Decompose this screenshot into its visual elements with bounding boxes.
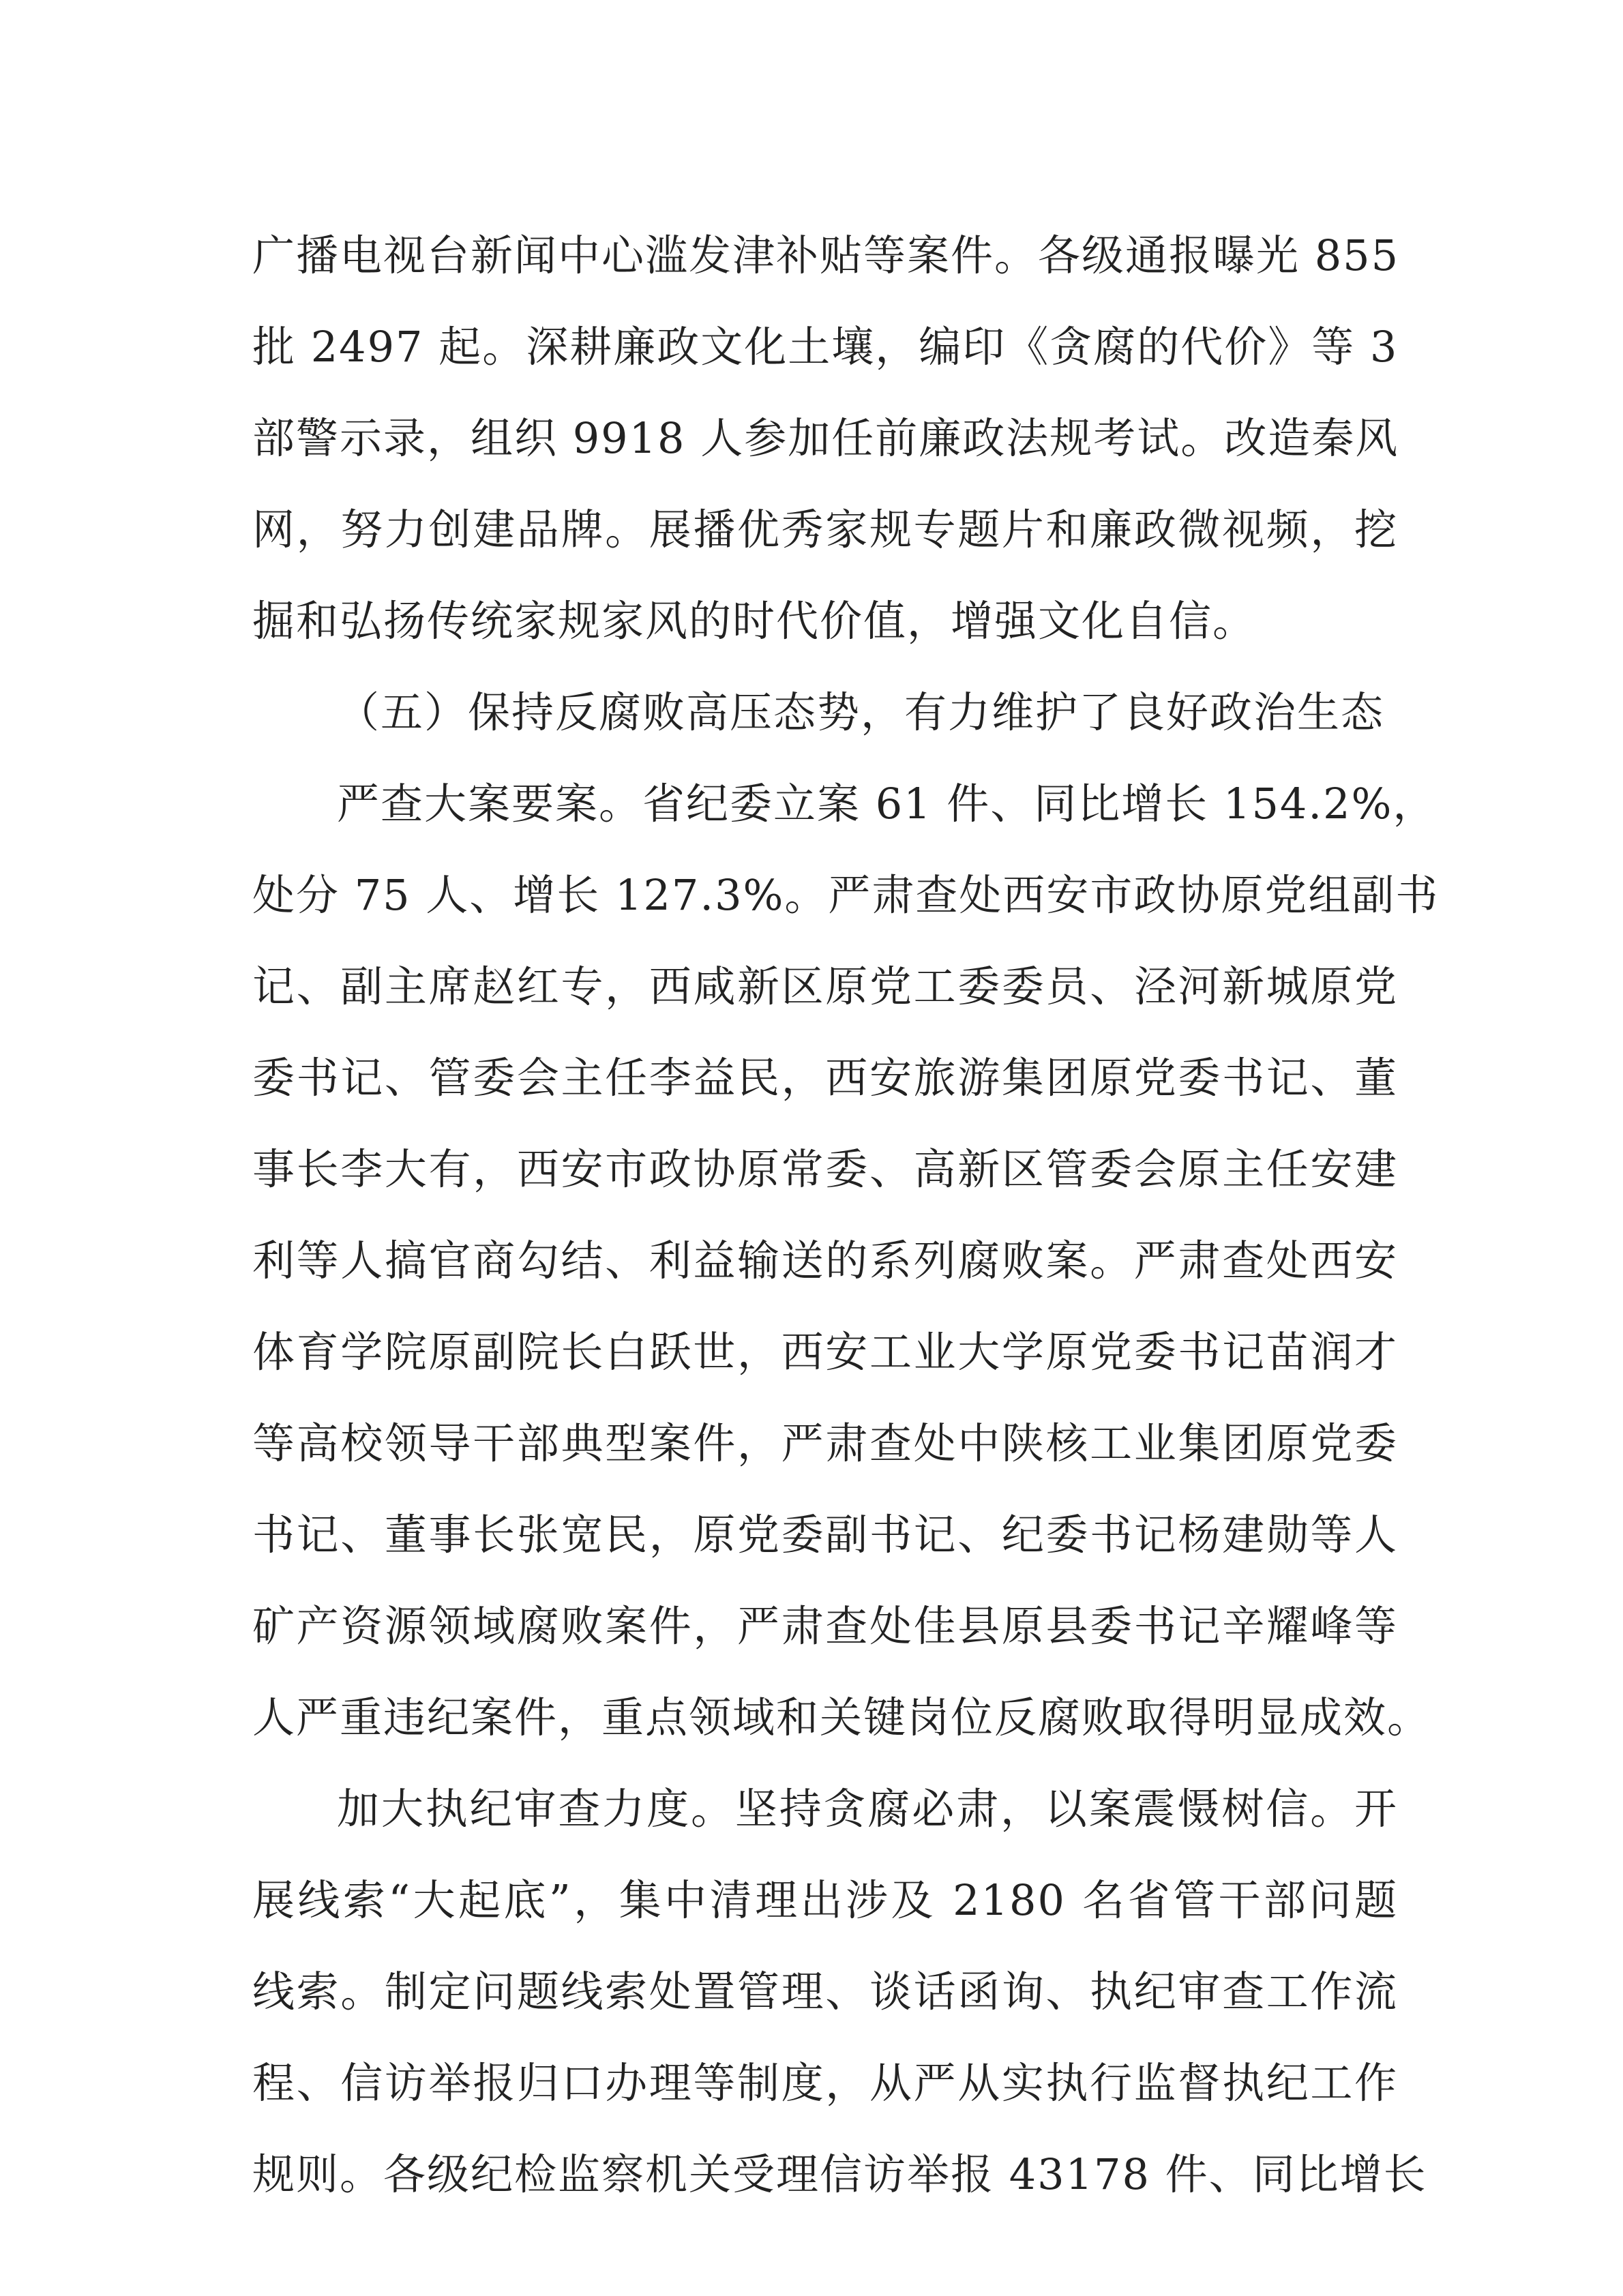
text-line: 利等人搞官商勾结、利益输送的系列腐败案。严肃查处西安 (252, 1236, 1398, 1285)
text-line: 人严重违纪案件，重点领域和关键岗位反腐败取得明显成效。 (252, 1693, 1431, 1742)
text-line: 严查大案要案。省纪委立案 61 件、同比增长 154.2%， (337, 779, 1437, 829)
text-line: 事长李大有，西安市政协原常委、高新区管委会原主任安建 (252, 1144, 1398, 1194)
text-line: 委书记、管委会主任李益民，西安旅游集团原党委书记、董 (252, 1053, 1398, 1103)
text-line: 部警示录，组织 9918 人参加任前廉政法规考试。改造秦风 (252, 413, 1399, 463)
text-line: 体育学院原副院长白跃世，西安工业大学原党委书记苗润才 (252, 1327, 1398, 1377)
body-text (252, 210, 1440, 2220)
text-line: 书记、董事长张宽民，原党委副书记、纪委书记杨建勋等人 (252, 1510, 1398, 1560)
text-line: 网，努力创建品牌。展播优秀家规专题片和廉政微视频，挖 (252, 505, 1398, 554)
text-line: 矿产资源领域腐败案件，严肃查处佳县原县委书记辛耀峰等 (252, 1601, 1398, 1651)
text-line: 加大执纪审查力度。坚持贪腐必肃，以案震慑树信。开 (337, 1784, 1398, 1834)
text-line: 记、副主席赵红专，西咸新区原党工委委员、泾河新城原党 (252, 961, 1398, 1011)
text-line: 广播电视台新闻中心滥发津补贴等案件。各级通报曝光 855 (252, 230, 1400, 280)
text-line: 程、信访举报归口办理等制度，从严从实执行监督执纪工作 (252, 2058, 1398, 2108)
text-line: 处分 75 人、增长 127.3%。严肃查处西安市政协原党组副书 (252, 870, 1440, 920)
text-line: 批 2497 起。深耕廉政文化土壤，编印《贪腐的代价》等 3 (252, 322, 1399, 372)
section-heading: （五）保持反腐败高压态势，有力维护了良好政治生态 (337, 687, 1385, 737)
text-line: 规则。各级纪检监察机关受理信访举报 43178 件、同比增长 (252, 2149, 1427, 2199)
text-line: 展线索“大起底”，集中清理出涉及 2180 名省管干部问题 (252, 1875, 1398, 1925)
text-line: 等高校领导干部典型案件，严肃查处中陕核工业集团原党委 (252, 1418, 1398, 1468)
text-line: 线索。制定问题线索处置管理、谈话函询、执纪审查工作流 (252, 1967, 1398, 2016)
text-line: 掘和弘扬传统家规家风的时代价值，增强文化自信。 (252, 596, 1257, 646)
